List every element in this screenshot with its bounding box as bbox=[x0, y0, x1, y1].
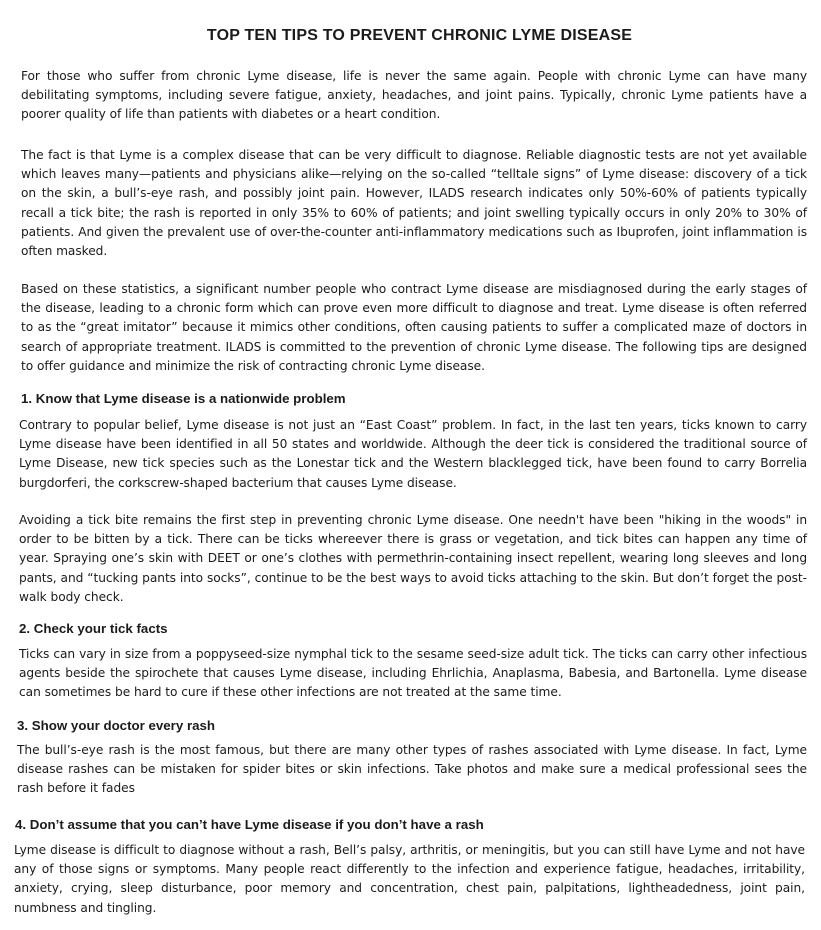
statistics-paragraph: Based on these statistics, a significant number people who contract Lyme disease are misdiagnosed during the early stages of the disease, leading to a chronic form which can prove even more difficult to diagnose and treat. Lyme disease is often referred to as the “great imitator” because it mimics other conditions, often causing patients to suffer a complicated maze of doctors in search of appropriate treatment. ILADS is committed to the prevention of chronic Lyme disease. The following tips are designed to offer guidance and minimize the risk of contracting chronic Lyme disease. bbox=[21, 282, 807, 373]
tip-3-paragraph: The bull’s-eye rash is the most famous, but there are many other types of rashes associated with Lyme disease. In fact, Lyme disease rashes can be mistaken for spider bites or skin infections. Take photos and make sure a medical professional sees the rash before it fades bbox=[17, 743, 807, 796]
tip-1-paragraph-1: Contrary to popular belief, Lyme disease is not just an “East Coast” problem. In fact, in the last ten years, ticks known to carry Lyme disease have been identified in all 50 states and worldwide. Although the deer tick is considered the traditional source of Lyme Disease, new tick species such as the Lonestar tick and the Western blacklegged tick, have been found to carry Borrelia burgdorferi, the corkscrew-shaped bacterium that causes Lyme disease. bbox=[19, 418, 807, 490]
tip-1-heading: 1. Know that Lyme disease is a nationwide problem bbox=[21, 391, 346, 406]
intro-paragraph: For those who suffer from chronic Lyme disease, life is never the same again. People with chronic Lyme can have many debilitating symptoms, including severe fatigue, anxiety, headaches, and joint pains. Typically, chronic Lyme patients have a poorer quality of life than patients with diabetes or a heart condition. bbox=[21, 69, 807, 122]
tip-4-paragraph: Lyme disease is difficult to diagnose without a rash, Bell’s palsy, arthritis, or meningitis, but you can still have Lyme and not have any of those signs or symptoms. Many people react differently to the infection and experience fatigue, headaches, irritability, anxiety, crying, sleep disturbance, poor memory and concentration, chest pain, palpitations, lightheadedness, joint pain, numbness and tingling. bbox=[14, 843, 805, 915]
tip-3-heading: 3. Show your doctor every rash bbox=[17, 718, 216, 733]
tip-4-heading: 4. Don’t assume that you can’t have Lyme disease if you don’t have a rash bbox=[15, 817, 484, 832]
fact-paragraph: The fact is that Lyme is a complex disease that can be very difficult to diagnose. Reliable diagnostic tests are not yet available which leaves many—patients and physicians alike—relying on the so-called “telltale signs” of Lyme disease: discovery of a tick on the skin, a bull’s-eye rash, and possibly joint pain. However, ILADS research indicates only 50%-60% of patients typically recall a tick bite; the rash is reported in only 35% to 60% of patients; and joint swelling typically occurs in only 20% to 30% of patients. And given the prevalent use of over-the-counter anti-inflammatory medications such as Ibuprofen, joint inflammation is often masked. bbox=[21, 148, 807, 259]
tip-1-paragraph-2: Avoiding a tick bite remains the first step in preventing chronic Lyme disease. One needn't have been "hiking in the woods" in order to be bitten by a tick. There can be ticks whereever there is grass or vegetation, and tick bites can happen any time of year. Spraying one’s skin with DEET or one’s clothes with permethrin-containing insect repellent, wearing long sleeves and long pants, and “tucking pants into socks”, continue to be the best ways to avoid ticks attaching to the skin. But don’t forget the post-walk body check. bbox=[19, 513, 807, 604]
tip-2-heading: 2. Check your tick facts bbox=[19, 621, 168, 636]
page-title: TOP TEN TIPS TO PREVENT CHRONIC LYME DISEASE bbox=[206, 27, 633, 44]
tip-2-paragraph: Ticks can vary in size from a poppyseed-size nymphal tick to the sesame seed-size adult tick. The ticks can carry other infectious agents beside the spirochete that causes Lyme disease, including Ehrlichia, Anaplasma, Babesia, and Bartonella. Lyme disease can sometimes be hard to cure if these other infections are not treated at the same time. bbox=[19, 647, 807, 700]
